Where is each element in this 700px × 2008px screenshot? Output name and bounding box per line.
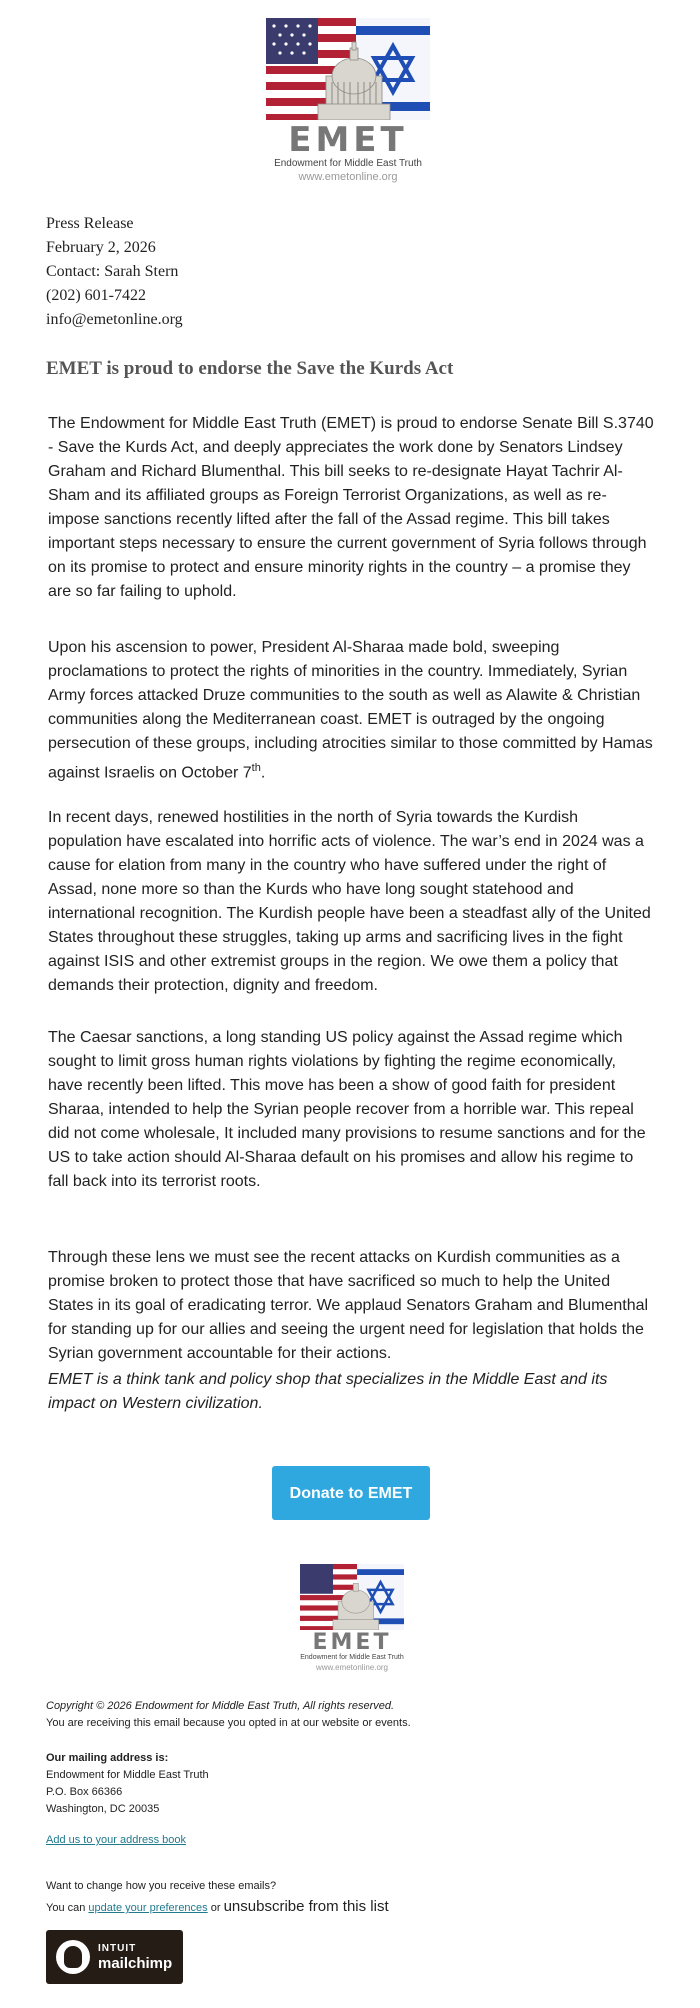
footer-emet-logo[interactable] <box>300 1564 404 1672</box>
freddie-icon <box>56 1940 90 1974</box>
press-email: info@emetonline.org <box>46 311 183 328</box>
footer-copyright: Copyright © 2026 Endowment for Middle East Truth, All rights reserved. <box>46 1700 395 1712</box>
footer-logo-tagline: Endowment for Middle East Truth <box>300 1654 404 1661</box>
add-to-address-book-link[interactable]: Add us to your address book <box>46 1834 187 1846</box>
logo-tagline: Endowment for Middle East Truth <box>274 158 422 169</box>
flag-capitol-image <box>266 18 430 120</box>
superscript-th: th <box>251 762 261 774</box>
emet-logo[interactable] <box>266 18 430 184</box>
footer-address-line-1: Endowment for Middle East Truth <box>46 1769 209 1781</box>
headline: EMET is proud to endorse the Save the Kurds Act <box>46 358 454 379</box>
press-label: Press Release <box>46 215 134 232</box>
logo-wordmark: EMET <box>288 120 408 160</box>
footer-logo-wordmark: EMET <box>312 1630 392 1655</box>
footer-address-line-3: Washington, DC 20035 <box>46 1803 160 1815</box>
footer-logo-url: www.emetonline.org <box>315 1663 389 1672</box>
footer-or: or <box>207 1902 224 1914</box>
press-date: February 2, 2026 <box>46 239 156 256</box>
footer-you-can: You can <box>46 1902 89 1914</box>
unsubscribe-link[interactable]: unsubscribe from this list <box>223 1898 389 1915</box>
mailchimp-line-2: mailchimp <box>98 1955 173 1972</box>
footer-change-question: Want to change how you receive these emails? <box>46 1880 277 1892</box>
body-paragraph-3: In recent days, renewed hostilities in the north of Syria towards the Kurdish population have escalated into horrific acts of violence. The war’s end in 2024 was a cause for elation from many in the country who have suffered under the right of Assad, none more so than the Kurds who have long sought statehood and international recognition. The Kurdish people have been a steadfast ally of the United States throughout these struggles, taking up arms and sacrificing lives in the fight against ISIS and other extremist groups in the region. We owe them a policy that demands their protection, dignity and freedom. <box>48 809 651 994</box>
press-contact: Contact: Sarah Stern <box>46 263 179 280</box>
footer-flag-capitol-image <box>300 1564 404 1630</box>
mailchimp-line-1: INTUIT <box>98 1943 137 1954</box>
body-paragraph-4: The Caesar sanctions, a long standing US policy against the Assad regime which sought to limit gross human rights violations by fighting the regime economically, have recently been lifted. This move has been a show of good faith for president Sharaa, intended to help the Syrian people recover from a horrible war. This repeal did not come wholesale, It included many provisions to resume sanctions and for the US to take action should Al-Sharaa default on his promises and allow his regime to fall back into its terrorist roots. <box>48 1029 646 1190</box>
footer-copyright-block <box>46 1698 411 1732</box>
body-paragraph-2: Upon his ascension to power, President Al-Sharaa made bold, sweeping proclamations to protect the rights of minorities in the country. Immediately, Syrian Army forces attacked Druze communities to the south as well as Alawite & Christian communities along the Mediterranean coast. EMET is outraged by the ongoing persecution of these groups, including atrocities similar to those committed by Hamas against Israelis on October 7th. <box>48 639 653 782</box>
footer-preferences <box>46 1878 389 1917</box>
press-phone: (202) 601-7422 <box>46 287 146 304</box>
footer-mailing-address <box>46 1750 209 1818</box>
footer-address-line-2: P.O. Box 66366 <box>46 1786 123 1798</box>
body-paragraph-6: EMET is a think tank and policy shop that specializes in the Middle East and its impact on Western civilization. <box>48 1371 608 1412</box>
update-preferences-link[interactable]: update your preferences <box>88 1902 208 1914</box>
footer-reason: You are receiving this email because you opted in at our website or events. <box>46 1717 411 1729</box>
donate-button[interactable]: Donate to EMET <box>272 1466 430 1520</box>
press-header <box>46 212 183 332</box>
body-paragraph-5: Through these lens we must see the recent attacks on Kurdish communities as a promise broken to protect those that have sacrificed so much to help the United States in its goal of eradicating terror. We applaud Senators Graham and Blumenthal for standing up for our allies and seeing the urgent need for legislation that holds the Syrian government accountable for their actions. <box>48 1249 649 1362</box>
footer-address-book <box>46 1832 186 1849</box>
mailchimp-badge[interactable] <box>46 1930 183 1984</box>
logo-url: www.emetonline.org <box>298 171 398 183</box>
body-paragraph-1: The Endowment for Middle East Truth (EMET) is proud to endorse Senate Bill S.3740 - Save the Kurds Act, and deeply appreciates the work done by Senators Lindsey Graham and Richard Blumenthal. This bill seeks to re-designate Hayat Tachrir Al-Sham and its affiliated groups as Foreign Terrorist Organizations, as well as re-impose sanctions recently lifted after the fall of the Assad regime. This bill takes important steps necessary to ensure the current government of Syria follows through on its promise to protect and ensure minority rights in the country – a promise they are so far failing to uphold. <box>48 415 654 600</box>
footer-mailing-heading: Our mailing address is: <box>46 1752 169 1764</box>
